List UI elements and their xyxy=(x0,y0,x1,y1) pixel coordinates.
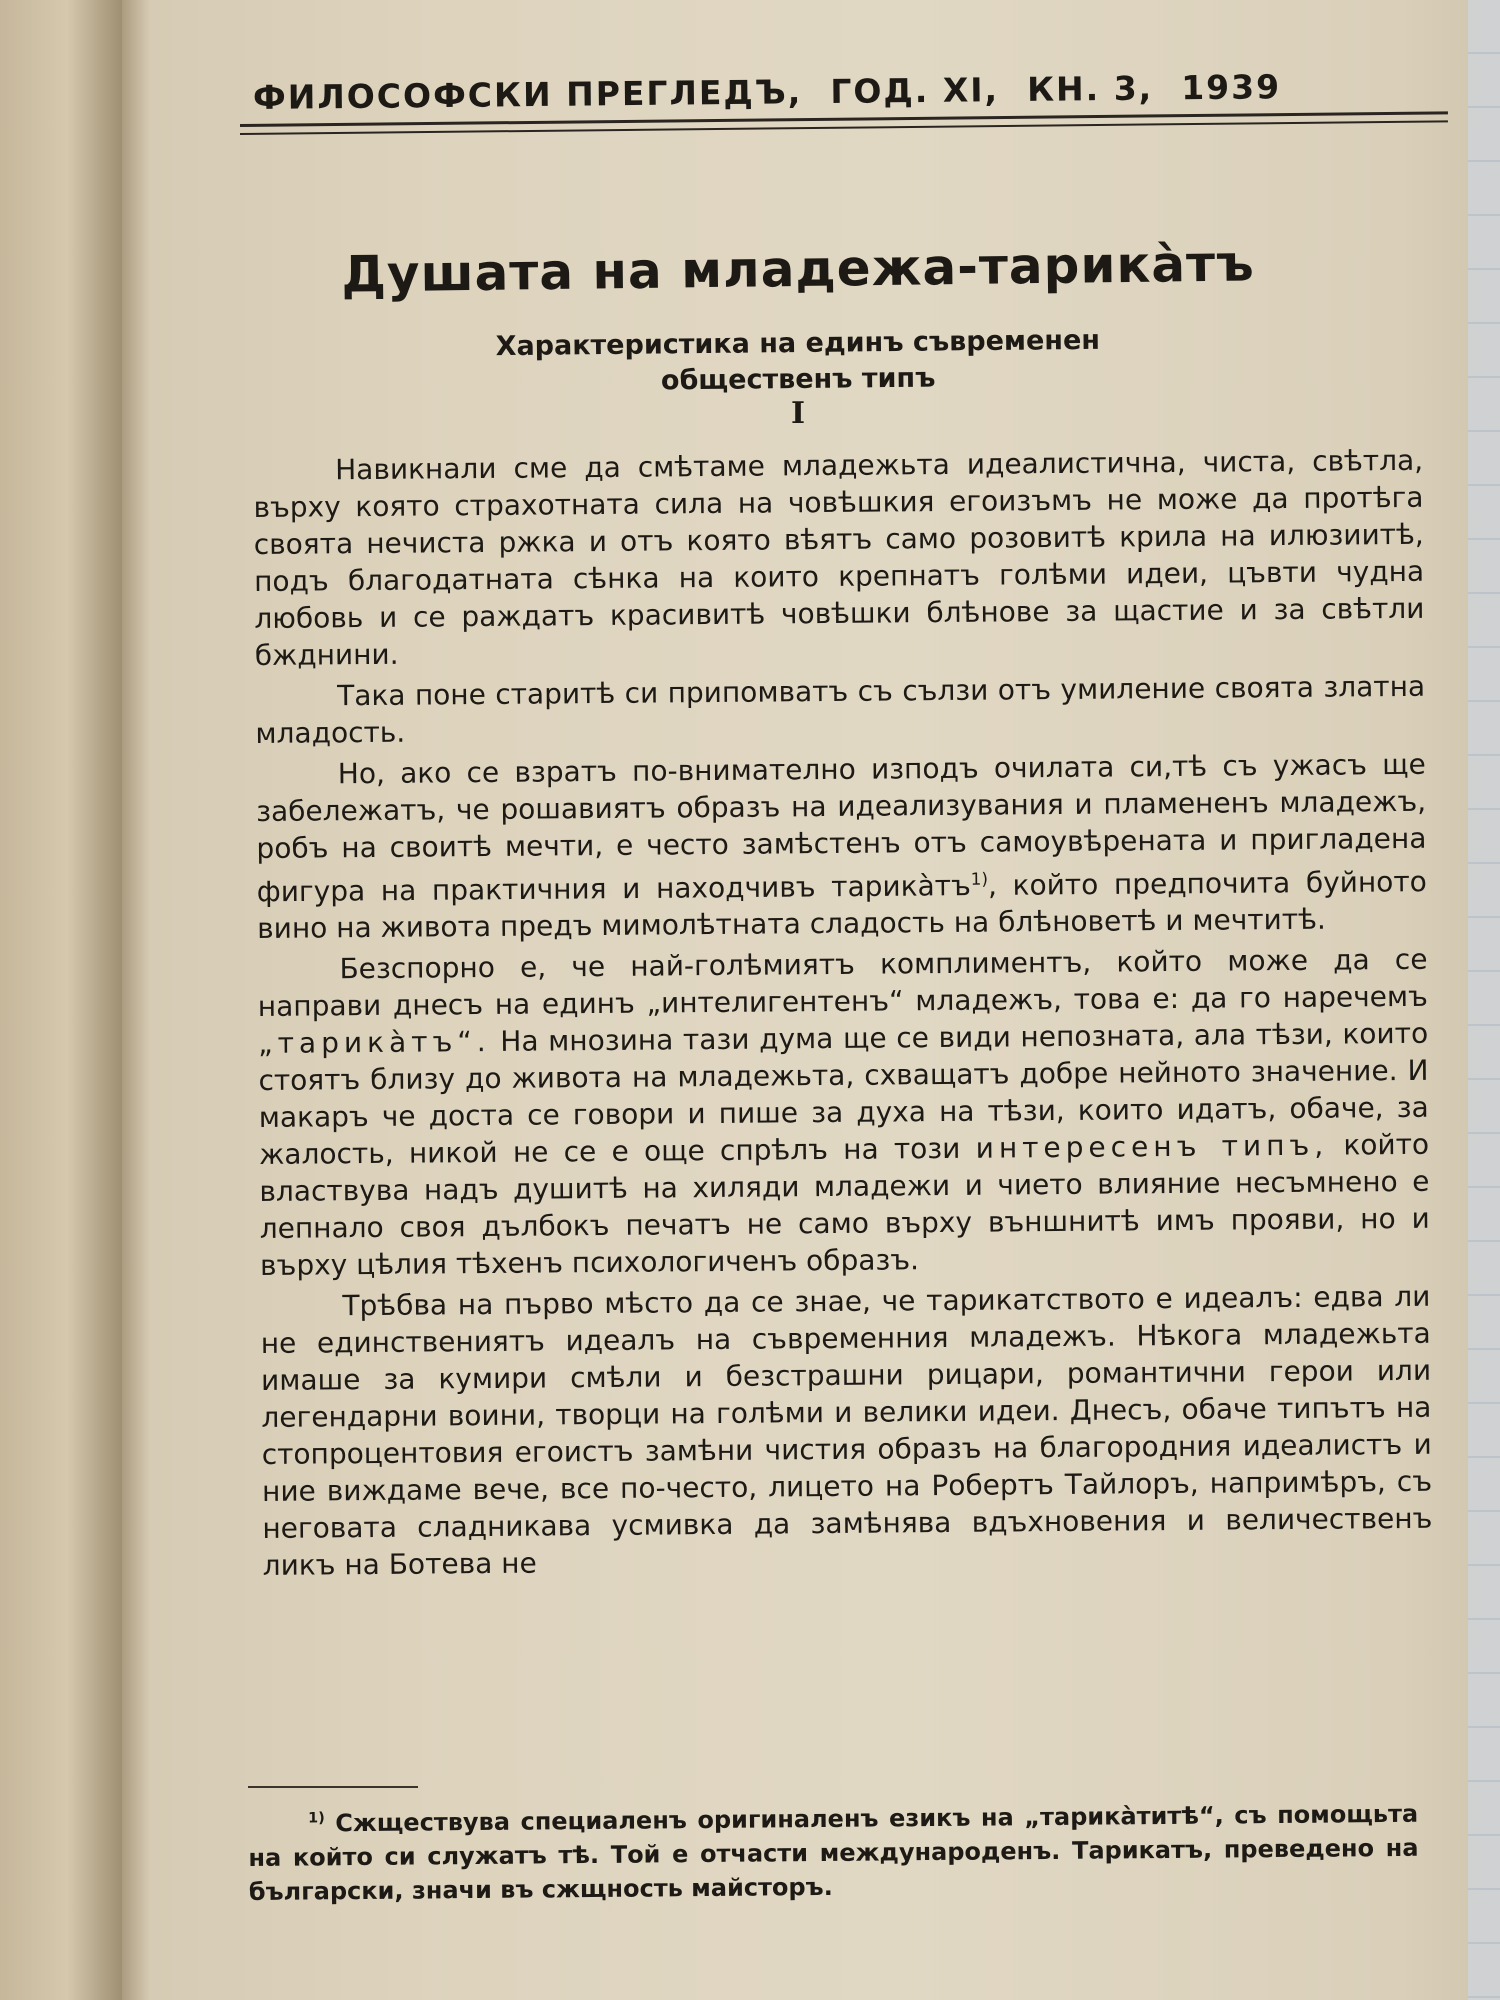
footnote-reference: 1) xyxy=(970,868,989,889)
paragraph-4-term-2: интересенъ типъ, xyxy=(975,1128,1329,1166)
section-number: I xyxy=(790,396,806,431)
paragraph-2: Така поне старитѣ си припомватъ съ сълзи отъ умиление своята златна младость. xyxy=(255,669,1426,750)
paragraph-4-text-a: Безспорно е, че най-голѣмиятъ комплиментъ, който може да се направи днесъ на единъ „интелигентенъ“ младежъ, това е: да го наречемъ xyxy=(257,943,1428,1024)
paragraph-4-text-b: На мнозина тази дума ще се види непозната, ала тѣзи, които стоятъ близу до живота на младежьта, схващатъ добре нейното значение. И макаръ че доста се говори и пише за духа на тѣзи, които идатъ, обаче, за жалость, никой не се е още спрѣлъ на този xyxy=(258,1017,1429,1172)
article-subtitle xyxy=(128,319,1469,405)
paragraph-4-term: „тарикàтъ“. xyxy=(258,1025,491,1061)
paragraph-3-text-b: , който предпочита буйното вино на живота предъ мимолѣтната сладость на блѣноветѣ и мечтитѣ. xyxy=(257,865,1427,946)
paragraph-4 xyxy=(257,941,1430,1284)
article-body xyxy=(253,442,1433,1588)
background-notebook-edge xyxy=(1468,0,1500,2000)
journal-year: ГОД. XI, xyxy=(830,70,1000,111)
paragraph-4-text-c: който властвува надъ душитѣ на хиляди младежи и чието влияние несъмнено е лепнало своя дълбокъ печатъ не само върху външнитѣ имъ прояви, но и върху цѣлия тѣхенъ психологиченъ образъ. xyxy=(259,1128,1430,1283)
footnote-text: Сжществува специаленъ оригиналенъ езикъ на „тарикàтитѣ“, съ помощьта на който си служатъ тѣ. Той е отчасти международенъ. Тарикатъ, преведено на български, значи въ сжщность майсторъ. xyxy=(248,1799,1419,1906)
journal-name: ФИЛОСОФСКИ ПРЕГЛЕДЪ, xyxy=(252,72,803,117)
footnote-marker: 1) xyxy=(308,1810,325,1827)
subtitle-line-2: общественъ типъ xyxy=(660,362,936,397)
paragraph-1: Навикнали сме да смѣтаме младежьта идеалистична, чиста, свѣтла, върху която страхотната сила на човѣшкия егоизъмъ не може да протѣга своята нечиста ржка и отъ която вѣятъ само розовитѣ крила на илюзиитѣ, подъ благодатната сѣнка на които крепнатъ голѣми идеи, цъвти чудна любовь и се раждатъ красивитѣ човѣшки блѣнове за щастие и за свѣтли бжднини. xyxy=(253,443,1425,672)
paragraph-3 xyxy=(256,746,1428,948)
running-head xyxy=(253,65,1458,117)
book-page xyxy=(128,0,1468,2000)
journal-date: 1939 xyxy=(1180,67,1282,108)
footnote-paragraph xyxy=(248,1792,1419,1909)
footnote-rule xyxy=(248,1786,418,1788)
paragraph-3-text-a: Но, ако се взратъ по-внимателно изподъ очилата си,тѣ съ ужасъ ще забележатъ, че рошавиятъ образъ на идеализувания и пламененъ младежъ, робъ на своитѣ мечти, е често замѣстенъ отъ самоувѣрената и пригладена фигура на практичния и находчивъ тарикàтъ xyxy=(255,747,1427,909)
footnote xyxy=(248,1792,1419,1909)
journal-issue: КН. 3, xyxy=(1026,68,1154,109)
article-title: Душата на младежа-тарикàтъ xyxy=(341,234,1255,304)
paragraph-5: Трѣбва на първо мѣсто да се знае, че тарикатството е идеалъ: едва ли не единствениятъ идеалъ на съвременния младежъ. Нѣкога младежьта имаше за кумири смѣли и безстрашни рицари, романтични герои или легендарни воини, творци на голѣми и велики идеи. Днесъ, обаче типътъ на стопроцентовия егоистъ замѣни чистия образъ на благородния идеалистъ и ние виждаме вече, все по-често, лицето на Робертъ Тайлоръ, напримѣръ, съ неговата сладникава усмивка да замѣнява вдъхновения и величественъ ликъ на Ботева не xyxy=(260,1280,1433,1583)
subtitle-line-1: Характеристика на единъ съвременен xyxy=(495,324,1101,363)
left-page-edge xyxy=(0,0,122,2000)
